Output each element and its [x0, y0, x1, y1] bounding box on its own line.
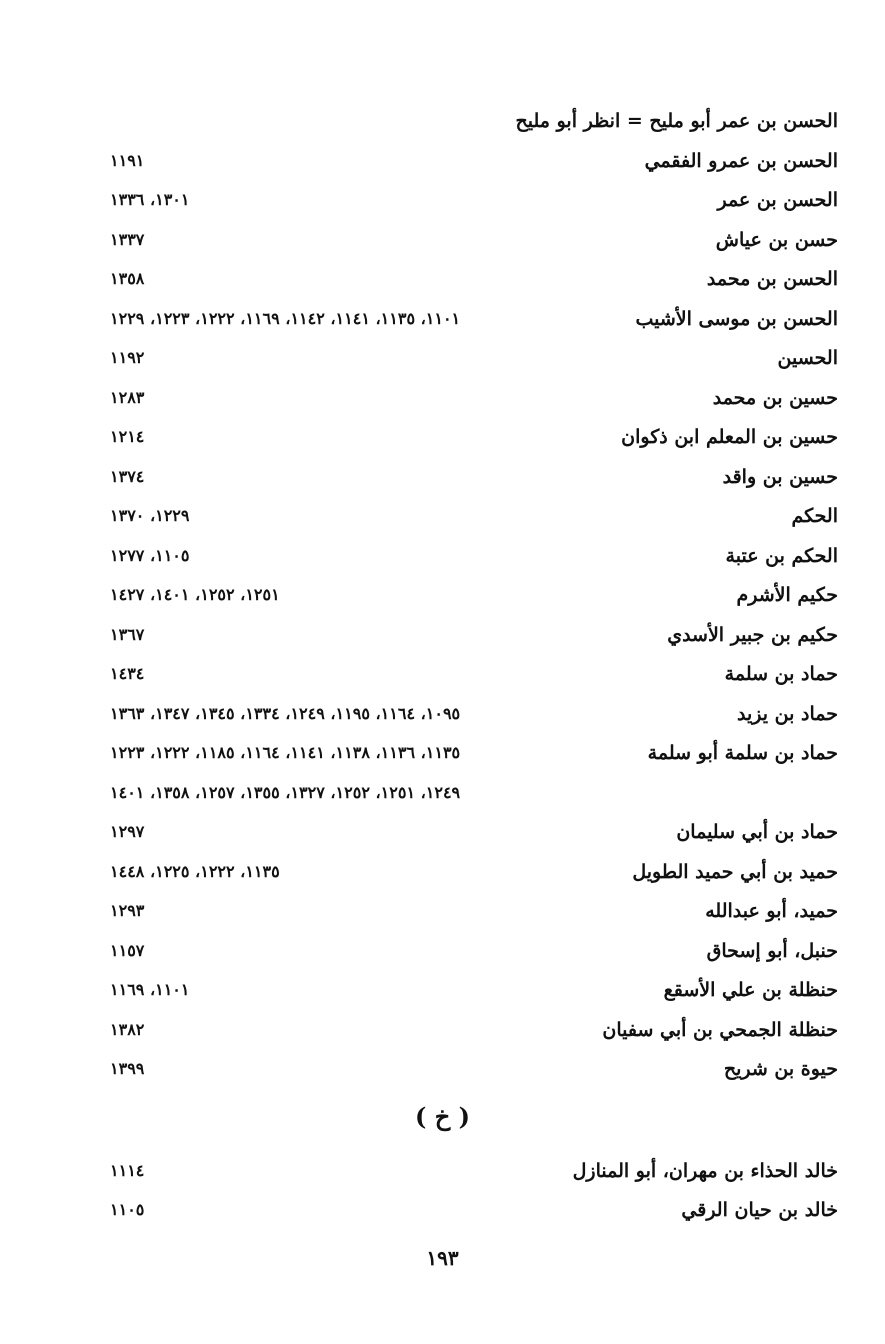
index-entry — [110, 1154, 838, 1188]
entry-refs: ١٣٦٧ — [110, 625, 145, 644]
entry-name: حكيم بن جبير الأسدي — [667, 624, 838, 646]
entry-refs: ١٤٣٤ — [110, 664, 145, 683]
index-entry — [110, 934, 838, 968]
entry-refs: ١١٣٥، ١٢٢٢، ١٢٢٥، ١٤٤٨ — [110, 862, 280, 881]
entry-name: حسين بن واقد — [722, 466, 838, 488]
entry-name: حميد، أبو عبدالله — [705, 900, 838, 922]
entry-name: الحسن بن عمرو الفقمي — [644, 150, 838, 172]
entry-refs: ١٣٣٧ — [110, 230, 145, 249]
entry-name: حنظلة بن علي الأسقع — [663, 979, 838, 1001]
entry-name: الحسن بن موسى الأشيب — [635, 308, 838, 330]
index-entry — [110, 104, 838, 138]
entry-refs: ١١٩٢ — [110, 348, 145, 367]
index-entry — [110, 262, 838, 296]
entry-name: حميد بن أبي حميد الطويل — [632, 861, 838, 883]
entry-name: الحكم — [791, 505, 838, 527]
entry-refs: ١٢٨٣ — [110, 388, 145, 407]
entry-refs: ١٢٤٩، ١٢٥١، ١٢٥٢، ١٣٢٧، ١٣٥٥، ١٢٥٧، ١٣٥٨، ١٤٠١ — [110, 783, 461, 802]
index-entry — [110, 657, 838, 691]
index-entry — [110, 144, 838, 178]
entry-refs: ١١٩١ — [110, 151, 145, 170]
entry-name: حماد بن أبي سليمان — [676, 821, 838, 843]
entry-name: حماد بن يزيد — [737, 703, 838, 725]
entry-name: حكيم الأشرم — [736, 584, 838, 606]
index-entry-continuation — [110, 776, 838, 810]
index-entry — [110, 973, 838, 1007]
entry-refs: ١١٠١، ١١٦٩ — [110, 980, 190, 999]
entry-refs: ١٣٧٤ — [110, 467, 145, 486]
entry-name: حسن بن عياش — [715, 229, 838, 251]
index-entry — [110, 618, 838, 652]
entry-name: الحكم بن عتبة — [725, 545, 838, 567]
entry-name: الحسن بن عمر أبو مليح = انظر أبو مليح — [515, 110, 838, 132]
entry-refs: ١١٠٥ — [110, 1200, 145, 1219]
entry-name: حسين بن محمد — [712, 387, 838, 409]
entry-refs: ١١٣٥، ١١٣٦، ١١٣٨، ١١٤١، ١١٦٤، ١١٨٥، ١٢٢٢، ١٢٢٣ — [110, 743, 461, 762]
index-entry — [110, 1193, 838, 1227]
index-entry — [110, 578, 838, 612]
entry-refs: ١٢٩٣ — [110, 901, 145, 920]
index-entry — [110, 460, 838, 494]
index-entry — [110, 1013, 838, 1047]
index-entry — [110, 894, 838, 928]
entry-name: خالد الحذاء بن مهران، أبو المنازل — [572, 1160, 838, 1182]
index-entry — [110, 697, 838, 731]
index-entry — [110, 183, 838, 217]
entry-refs: ١٣٨٢ — [110, 1020, 145, 1039]
index-entry — [110, 302, 838, 336]
entry-refs: ١١١٤ — [110, 1161, 145, 1180]
index-entry — [110, 341, 838, 375]
entry-refs: ١٣٥٨ — [110, 269, 145, 288]
entry-refs: ١١٥٧ — [110, 941, 145, 960]
entry-refs: ١١٠١، ١١٣٥، ١١٤١، ١١٤٢، ١١٦٩، ١٢٢٢، ١٢٢٣، ١٢٢٩ — [110, 309, 461, 328]
entry-name: الحسن بن عمر — [717, 189, 838, 211]
entry-name: حنبل، أبو إسحاق — [706, 940, 838, 962]
index-entry — [110, 736, 838, 770]
entry-name: حماد بن سلمة أبو سلمة — [647, 742, 838, 764]
entry-name: الحسين — [777, 347, 838, 369]
entry-refs: ١٣٩٩ — [110, 1059, 145, 1078]
section-heading: ( خ ) — [415, 1102, 470, 1131]
entry-refs: ١١٠٥، ١٢٧٧ — [110, 546, 190, 565]
index-entry — [110, 815, 838, 849]
page-number: ١٩٣ — [426, 1246, 459, 1270]
entry-name: حماد بن سلمة — [724, 663, 838, 685]
entry-refs: ١٢٩٧ — [110, 822, 145, 841]
entry-refs: ١٢٥١، ١٢٥٢، ١٤٠١، ١٤٢٧ — [110, 585, 280, 604]
entry-name: خالد بن حيان الرقي — [681, 1199, 838, 1221]
index-entry — [110, 223, 838, 257]
entry-refs: ١٢٢٩، ١٣٧٠ — [110, 506, 190, 525]
index-entry — [110, 1052, 838, 1086]
index-entry — [110, 499, 838, 533]
entry-name: حيوة بن شريح — [723, 1058, 838, 1080]
index-entry — [110, 855, 838, 889]
entry-refs: ١٠٩٥، ١١٦٤، ١١٩٥، ١٢٤٩، ١٣٣٤، ١٣٤٥، ١٣٤٧، ١٣٦٣ — [110, 704, 461, 723]
index-entry — [110, 381, 838, 415]
entry-name: الحسن بن محمد — [706, 268, 838, 290]
entry-refs: ١٢١٤ — [110, 427, 145, 446]
entry-name: حسين بن المعلم ابن ذكوان — [621, 426, 838, 448]
index-entry — [110, 539, 838, 573]
entry-name: حنظلة الجمحي بن أبي سفيان — [602, 1019, 838, 1041]
index-entry — [110, 420, 838, 454]
entry-refs: ١٣٠١، ١٣٣٦ — [110, 190, 190, 209]
